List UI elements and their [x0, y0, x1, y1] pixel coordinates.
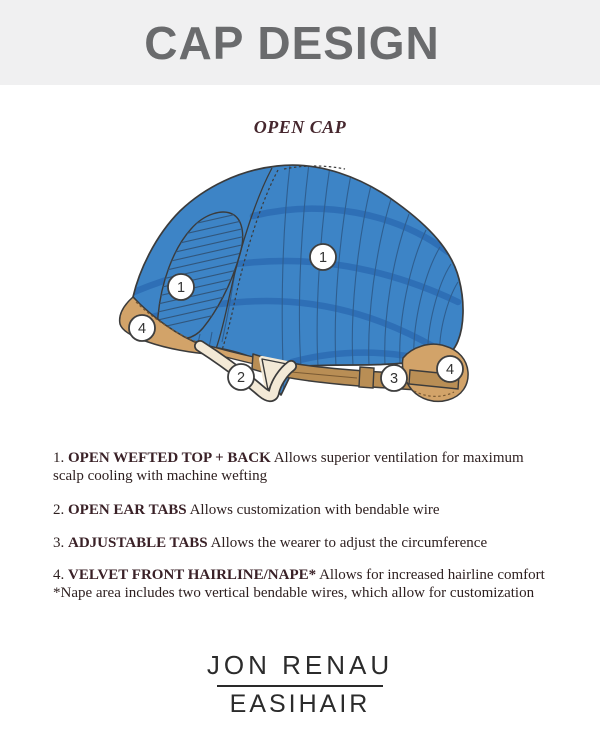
- svg-text:3: 3: [389, 371, 399, 387]
- brand-logo: [0, 650, 600, 719]
- feature-number: 1.: [53, 450, 65, 466]
- callout-1-front: [168, 274, 194, 300]
- svg-text:4: 4: [137, 321, 147, 337]
- feature-item-3: [53, 535, 487, 553]
- svg-text:2: 2: [236, 370, 246, 386]
- feature-item-2: [53, 502, 440, 520]
- callout-4-hairline: [129, 315, 155, 341]
- feature-number: 4.: [53, 567, 65, 583]
- cap-style-subtitle: OPEN CAP: [253, 117, 347, 137]
- feature-term: OPEN EAR TABS: [68, 502, 187, 518]
- feature-term: VELVET FRONT HAIRLINE/NAPE*: [68, 567, 317, 583]
- feature-description: Allows the wearer to adjust the circumference: [210, 535, 488, 551]
- feature-description: Allows customization with bendable wire: [189, 502, 440, 518]
- header-band: [0, 0, 600, 85]
- cap-illustration: [100, 150, 500, 420]
- callout-4-nape: [437, 356, 463, 382]
- svg-text:1: 1: [176, 280, 186, 296]
- brand-line-easihair: EASIHAIR: [229, 690, 371, 718]
- brand-line-jon-renau: JON RENAU: [206, 650, 394, 680]
- feature-item-4: [53, 567, 545, 602]
- feature-term: OPEN WEFTED TOP + BACK: [68, 450, 271, 466]
- callout-1-back: [310, 244, 336, 270]
- feature-term: ADJUSTABLE TABS: [68, 535, 208, 551]
- feature-number: 3.: [53, 535, 65, 551]
- callout-3-adjustable-tab: [381, 365, 407, 391]
- callout-2-ear-tab: [228, 364, 254, 390]
- feature-description: Allows for increased hairline comfort: [319, 567, 545, 583]
- feature-item-1: [53, 450, 524, 485]
- feature-description-cont: scalp cooling with machine wefting: [53, 467, 268, 484]
- svg-text:1: 1: [318, 250, 328, 266]
- feature-description: Allows superior ventilation for maximum: [273, 450, 524, 466]
- brand-divider-line: [217, 685, 383, 687]
- feature-footnote: *Nape area includes two vertical bendable wires, which allow for customization: [53, 584, 535, 601]
- feature-number: 2.: [53, 502, 65, 518]
- page-title: CAP DESIGN: [144, 16, 440, 69]
- svg-text:4: 4: [445, 362, 455, 378]
